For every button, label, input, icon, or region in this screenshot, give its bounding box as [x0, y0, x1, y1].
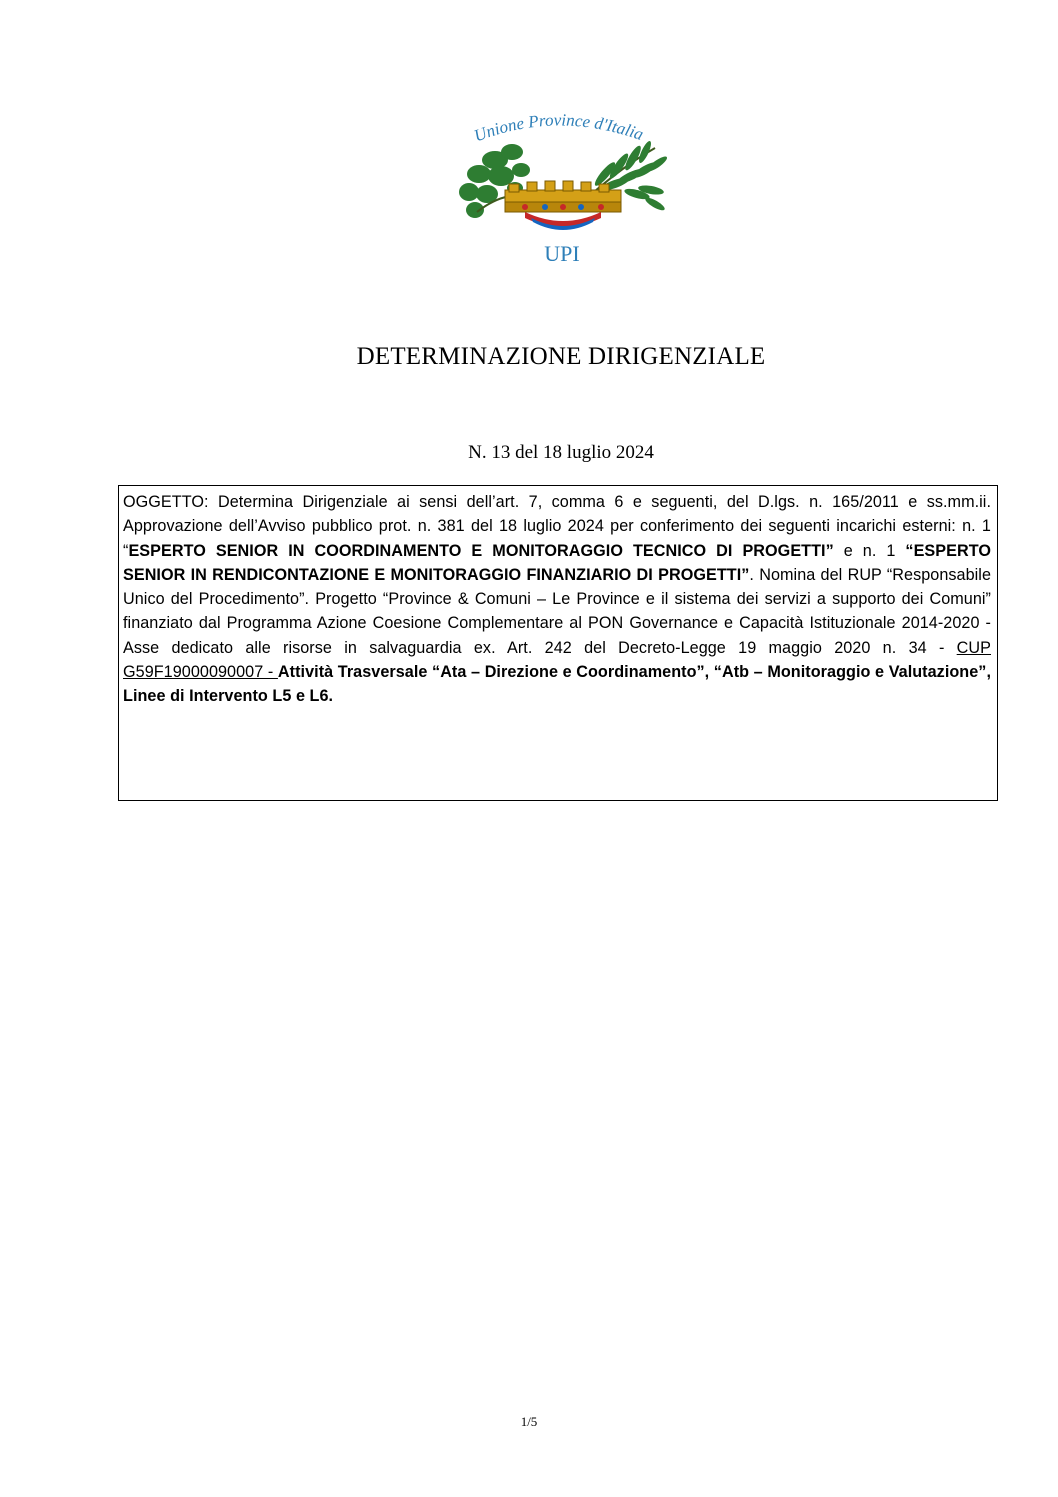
- subject-bold-part: “ESPERTO SENIOR IN RENDICONTAZIONE E MONITORAGGIO FINANZIARIO DI PROGETTI”: [123, 541, 991, 584]
- logo-acronym: UPI: [544, 241, 580, 266]
- subject-bold-part: Attività Trasversale “Ata – Direzione e Coordinamento”, “Atb – Monitoraggio e Valutazione”, Linee di Intervento L5 e L6.: [123, 663, 991, 706]
- document-number: N. 13 del 18 luglio 2024: [468, 442, 654, 463]
- subject-box: [118, 485, 998, 801]
- subject-text: [123, 490, 991, 709]
- cup-code: CUP G59F19000090007 -: [123, 638, 991, 682]
- subject-part: e n. 1: [833, 541, 906, 560]
- ribbon-icon: [525, 212, 601, 230]
- subject-part: OGGETTO: Determina Dirigenziale ai sensi dell’art. 7, comma 6 e seguenti, del D.lgs. n. 165/2011 e ss.mm.ii. Approvazione dell’Avviso pubblico prot. n. 381 del 18 luglio 2024 per conferimento dei seguenti incarichi esterni: n. 1 “: [123, 493, 991, 560]
- document-title: DETERMINAZIONE DIRIGENZIALE: [356, 343, 766, 370]
- subject-part: . Nomina del RUP “Responsabile Unico del Procedimento”. Progetto “Province & Comuni – Le Province e il sistema dei servizi a supporto dei Comuni” finanziato dal Programma Azione Coesione Complementare al PON Governance e Capacità Istituzionale 2014-2020 - Asse dedicato alle risorse in salvaguardia ex. Art. 242 del Decreto-Legge 19 maggio 2020 n. 34 -: [123, 565, 992, 657]
- logo-arc-text: Unione Province d'Italia: [471, 110, 646, 146]
- page-number: 1/5: [520, 1414, 538, 1429]
- upi-logo: [455, 108, 670, 268]
- mural-crown-icon: [505, 181, 621, 212]
- subject-bold-part: ESPERTO SENIOR IN COORDINAMENTO E MONITORAGGIO TECNICO DI PROGETTI”: [128, 541, 834, 560]
- upi-logo-graphic: [455, 108, 670, 268]
